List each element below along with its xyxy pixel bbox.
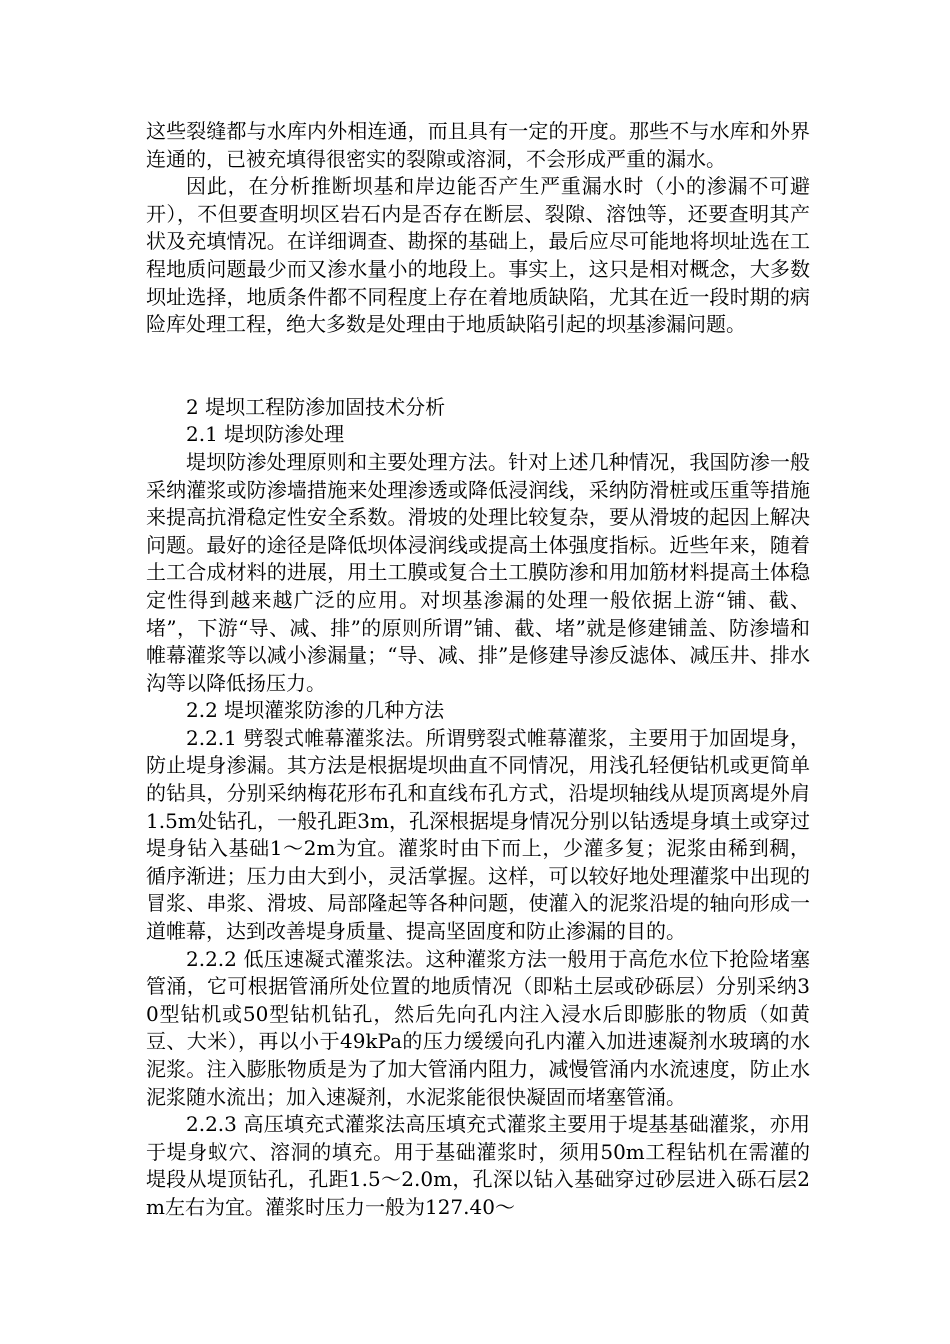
paragraph-high-pressure-grouting: 2.2.3 高压填充式灌浆法高压填充式灌浆主要用于堤基基础灌浆，亦用于堤身蚁穴、溶洞的填充。用于基础灌浆时，须用50m工程钻机在需灌的堤段从堤顶钻孔，孔距1.5～2.0m，孔深以钻入基础穿过砂层进入砾石层2m左右为宜。灌浆时压力一般为127.40～ bbox=[146, 1112, 810, 1219]
section-spacer bbox=[146, 339, 810, 394]
section-heading-2: 2 堤坝工程防渗加固技术分析 bbox=[186, 394, 446, 419]
document-page bbox=[146, 118, 810, 1222]
paragraph-split-curtain-grouting: 2.2.1 劈裂式帷幕灌浆法。所谓劈裂式帷幕灌浆，主要用于加固堤身，防止堤身渗漏。其方法是根据堤坝曲直不同情况，用浅孔轻便钻机或更简单的钻具，分别采纳梅花形布孔和直线布孔方式，沿堤坝轴线从堤顶离堤外肩1.5m处钻孔，一般孔距3m，孔深根据堤身情况分别以钻透堤身填土或穿过堤身钻入基础1～2m为宜。灌浆时由下而上，少灌多复；泥浆由稀到稠，循序渐进；压力由大到小，灵活掌握。这样，可以较好地处理灌浆中出现的冒浆、串浆、滑坡、局部隆起等各种问题，使灌入的泥浆沿堤的轴向形成一道帷幕，达到改善堤身质量、提高坚固度和防止渗漏的目的。 bbox=[146, 725, 810, 944]
subsection-heading-2-2: 2.2 堤坝灌浆防渗的几种方法 bbox=[186, 698, 445, 723]
paragraph-seepage-treatment: 堤坝防渗处理原则和主要处理方法。针对上述几种情况，我国防渗一般采纳灌浆或防渗墙措施来处理渗透或降低浸润线，采纳防滑桩或压重等措施来提高抗滑稳定性安全系数。滑坡的处理比较复杂，要从滑坡的起因上解决问题。最好的途径是降低坝体浸润线或提高土体强度指标。近些年来，随着土工合成材料的进展，用土工膜或复合土工膜防渗和用加筋材料提高土体稳定性得到越来越广泛的应用。对坝基渗漏的处理一般依据上游“铺、截、堵”，下游“导、减、排”的原则所谓”铺、截、堵”就是修建铺盖、防渗墙和帷幕灌浆等以减小渗漏量；“导、减、排”是修建导渗反滤体、减压井、排水沟等以降低扬压力。 bbox=[146, 449, 810, 695]
subsection-heading-2-1: 2.1 堤坝防渗处理 bbox=[186, 422, 345, 447]
paragraph-continuation: 这些裂缝都与水库内外相连通，而且具有一定的开度。那些不与水库和外界连通的，已被充填得很密实的裂隙或溶洞，不会形成严重的漏水。 bbox=[146, 119, 810, 171]
paragraph-dam-foundation-leakage: 因此，在分析推断坝基和岸边能否产生严重漏水时（小的渗漏不可避开），不但要查明坝区岩石内是否存在断层、裂隙、溶蚀等，还要查明其产状及充填情况。在详细调查、勘探的基础上，最后应尽可能地将坝址选在工程地质问题最少而又渗水量小的地段上。事实上，这只是相对概念，大多数坝址选择，地质条件都不同程度上存在着地质缺陷，尤其在近一段时期的病险库处理工程，绝大多数是处理由于地质缺陷引起的坝基渗漏问题。 bbox=[146, 174, 810, 337]
paragraph-low-pressure-grouting: 2.2.2 低压速凝式灌浆法。这种灌浆方法一般用于高危水位下抢险堵塞管涌，它可根据管涌所处位置的地质情况（即粘土层或砂砾层）分别采纳30型钻机或50型钻机钻孔，然后先向孔内注入浸水后即膨胀的物质（如黄豆、大米），再以小于49kPa的压力缓缓向孔内灌入加进速凝剂水玻璃的水泥浆。注入膨胀物质是为了加大管涌内阻力，减慢管涌内水流速度，防止水泥浆随水流出；加入速凝剂，水泥浆能很快凝固而堵塞管涌。 bbox=[146, 946, 810, 1109]
